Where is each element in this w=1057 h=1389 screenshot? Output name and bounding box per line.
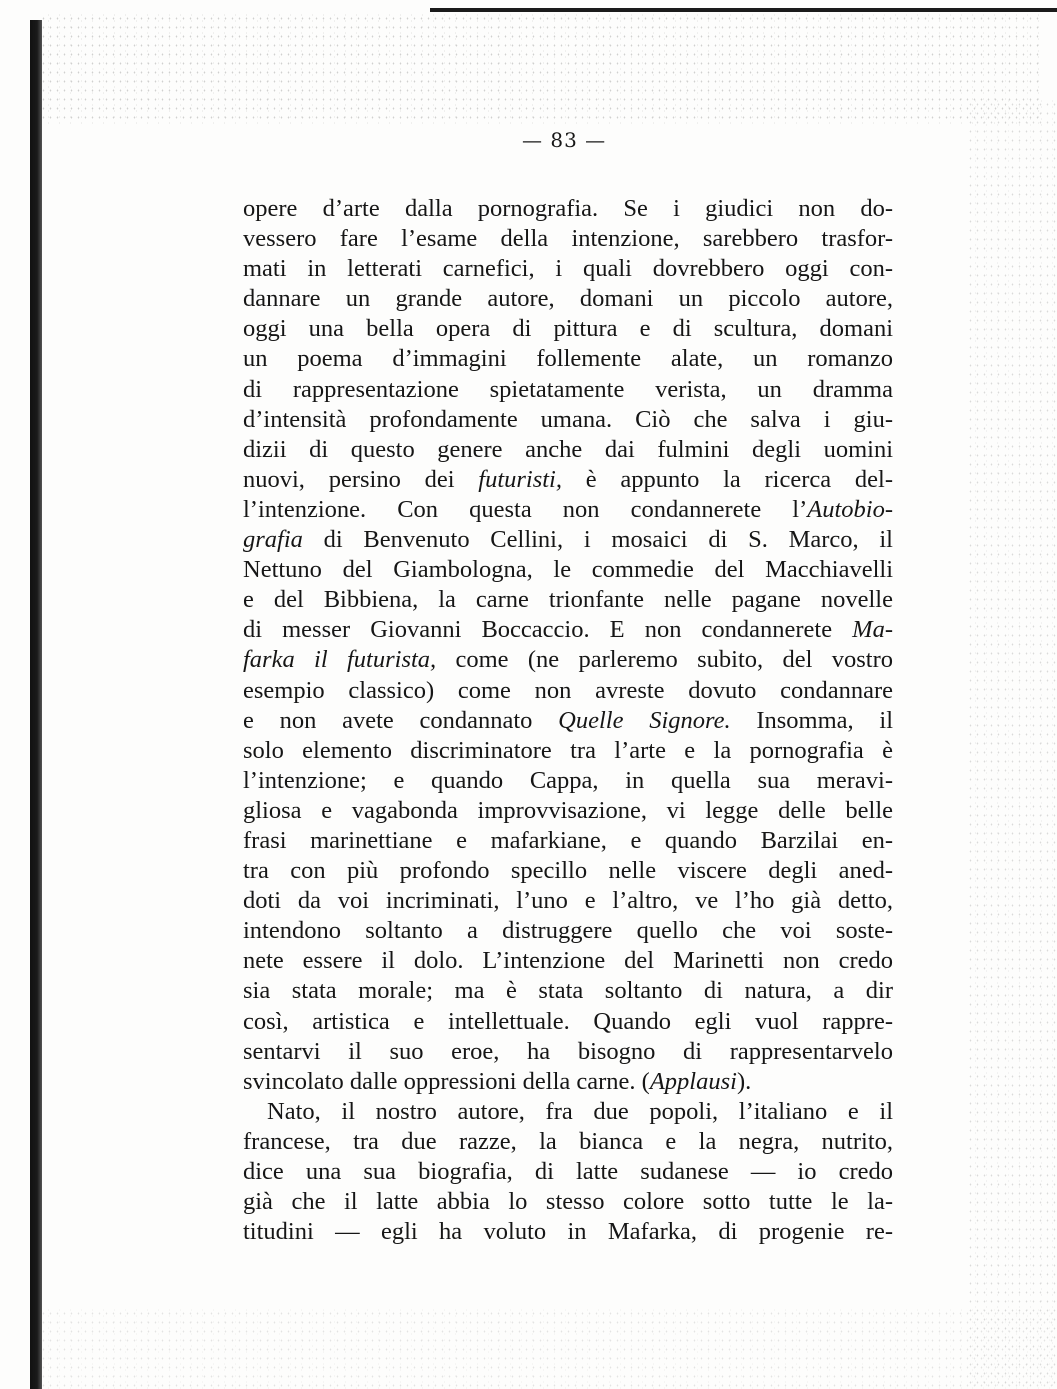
- text-line: [243, 706, 893, 736]
- scan-noise-bottom: [40, 1309, 1057, 1389]
- text-run: francese, tra due razze, la bianca e la negra, nutrito,: [243, 1127, 893, 1155]
- text-run: è appunto la ricerca del-: [562, 465, 893, 493]
- text-line: [243, 826, 893, 856]
- text-run: titudini — egli ha voluto in Mafarka, di progenie re-: [243, 1218, 893, 1246]
- italic-run: farka il futurista,: [243, 646, 437, 674]
- text-run: Nato, il nostro autore, fra due popoli, l’italiano e il: [267, 1097, 893, 1125]
- text-run: come (ne parleremo subito, del vostro: [436, 646, 893, 674]
- italic-run: futuristi,: [478, 465, 562, 493]
- text-line: [243, 344, 893, 374]
- text-line: [243, 886, 893, 916]
- text-run: gliosa e vagabonda improvvisazione, vi legge delle belle: [243, 796, 893, 824]
- scan-noise-right: [967, 100, 1057, 1389]
- text-run: esempio classico) come non avreste dovuto condannare: [243, 676, 893, 704]
- text-run: vessero fare l’esame della intenzione, sarebbero trasfor-: [243, 225, 893, 253]
- text-line: [243, 916, 893, 946]
- text-line: [243, 736, 893, 766]
- italic-run: Applausi: [649, 1067, 737, 1095]
- text-run: sentarvi il suo eroe, ha bisogno di rappresentarvelo: [243, 1037, 893, 1065]
- italic-run: Autobio-: [807, 495, 893, 523]
- text-line: [243, 284, 893, 314]
- text-run: dice una sua biografia, di latte sudanese — io credo: [243, 1158, 893, 1185]
- text-run: l’intenzione. Con questa non condannerete l’: [243, 495, 808, 523]
- text-run: di Benvenuto Cellini, i mosaici di S. Marco, il: [302, 526, 893, 554]
- italic-run: Quelle Signore.: [558, 706, 731, 734]
- text-run: così, artistica e intellettuale. Quando egli vuol rappre-: [243, 1007, 893, 1035]
- text-run: oggi una bella opera di pittura e di scultura, domani: [243, 315, 893, 343]
- text-line: [243, 254, 893, 284]
- text-line: [243, 525, 893, 555]
- text-line: [243, 194, 893, 224]
- text-line: [243, 856, 893, 886]
- text-run: e non avete condannato: [243, 706, 559, 734]
- text-line: [243, 645, 893, 675]
- text-line: [243, 1037, 893, 1067]
- text-line: [243, 405, 893, 435]
- text-line: [243, 615, 893, 645]
- text-run: Insomma, il: [730, 706, 894, 734]
- text-line: [243, 1127, 893, 1157]
- binding-edge: [30, 20, 42, 1389]
- text-run: intendono soltanto a distruggere quello che voi soste-: [243, 917, 893, 945]
- text-run: tra con più profondo specillo nelle viscere degli aned-: [243, 857, 893, 885]
- text-line: [243, 585, 893, 615]
- page-number: — 83 —: [522, 128, 607, 152]
- text-line: [243, 946, 893, 976]
- italic-run: Ma-: [852, 616, 893, 644]
- text-line: [243, 1217, 893, 1247]
- text-run: Nettuno del Giambologna, le commedie del Macchiavelli: [243, 556, 893, 584]
- text-run: d’intensità profondamente umana. Ciò che salva i giu-: [243, 405, 893, 433]
- body-text: [243, 194, 893, 1247]
- text-run: dizii di questo genere anche dai fulmini degli uomini: [243, 435, 893, 463]
- text-run: ).: [736, 1067, 752, 1095]
- text-run: doti da voi incriminati, l’uno e l’altro, ve l’ho già detto,: [243, 887, 893, 915]
- text-line: [243, 1007, 893, 1037]
- text-run: sia stata morale; ma è stata soltanto di natura, a dir: [243, 977, 893, 1005]
- text-line: [243, 676, 893, 706]
- text-run: nete essere il dolo. L’intenzione del Marinetti non credo: [243, 947, 893, 975]
- text-run: svincolato dalle oppressioni della carne. (: [243, 1067, 650, 1095]
- text-line: [243, 555, 893, 585]
- text-run: di messer Giovanni Boccaccio. E non condannerete: [243, 616, 853, 644]
- text-run: di rappresentazione spietatamente verista, un dramma: [243, 375, 893, 403]
- text-run: e del Bibbiena, la carne trionfante nelle pagane novelle: [243, 586, 893, 614]
- text-line: [243, 495, 893, 525]
- italic-run: grafia: [243, 526, 303, 554]
- text-run: già che il latte abbia lo stesso colore sotto tutte le la-: [243, 1188, 893, 1216]
- text-line: [243, 375, 893, 405]
- text-line: [243, 976, 893, 1006]
- text-line: [243, 465, 893, 495]
- text-line: [243, 1187, 893, 1217]
- text-run: nuovi, persino dei: [243, 465, 479, 493]
- text-line: [243, 1067, 893, 1097]
- text-run: mati in letterati carnefici, i quali dovrebbero oggi con-: [243, 255, 893, 283]
- text-run: opere d’arte dalla pornografia. Se i giudici non do-: [243, 195, 893, 222]
- text-run: un poema d’immagini follemente alate, un romanzo: [243, 345, 893, 373]
- text-run: l’intenzione; e quando Cappa, in quella sua meravi-: [243, 766, 893, 794]
- text-line: [243, 435, 893, 465]
- text-line: [243, 1157, 893, 1187]
- top-rule: [430, 8, 1057, 12]
- text-line: [243, 796, 893, 826]
- text-line: [243, 224, 893, 254]
- text-line: [243, 766, 893, 796]
- text-line: [243, 1097, 893, 1127]
- scan-noise-top: [40, 14, 1040, 124]
- text-run: solo elemento discriminatore tra l’arte e la pornografia è: [243, 736, 893, 764]
- text-run: frasi marinettiane e mafarkiane, e quando Barzilai en-: [243, 826, 893, 854]
- text-line: [243, 314, 893, 344]
- text-run: dannare un grande autore, domani un piccolo autore,: [243, 285, 893, 313]
